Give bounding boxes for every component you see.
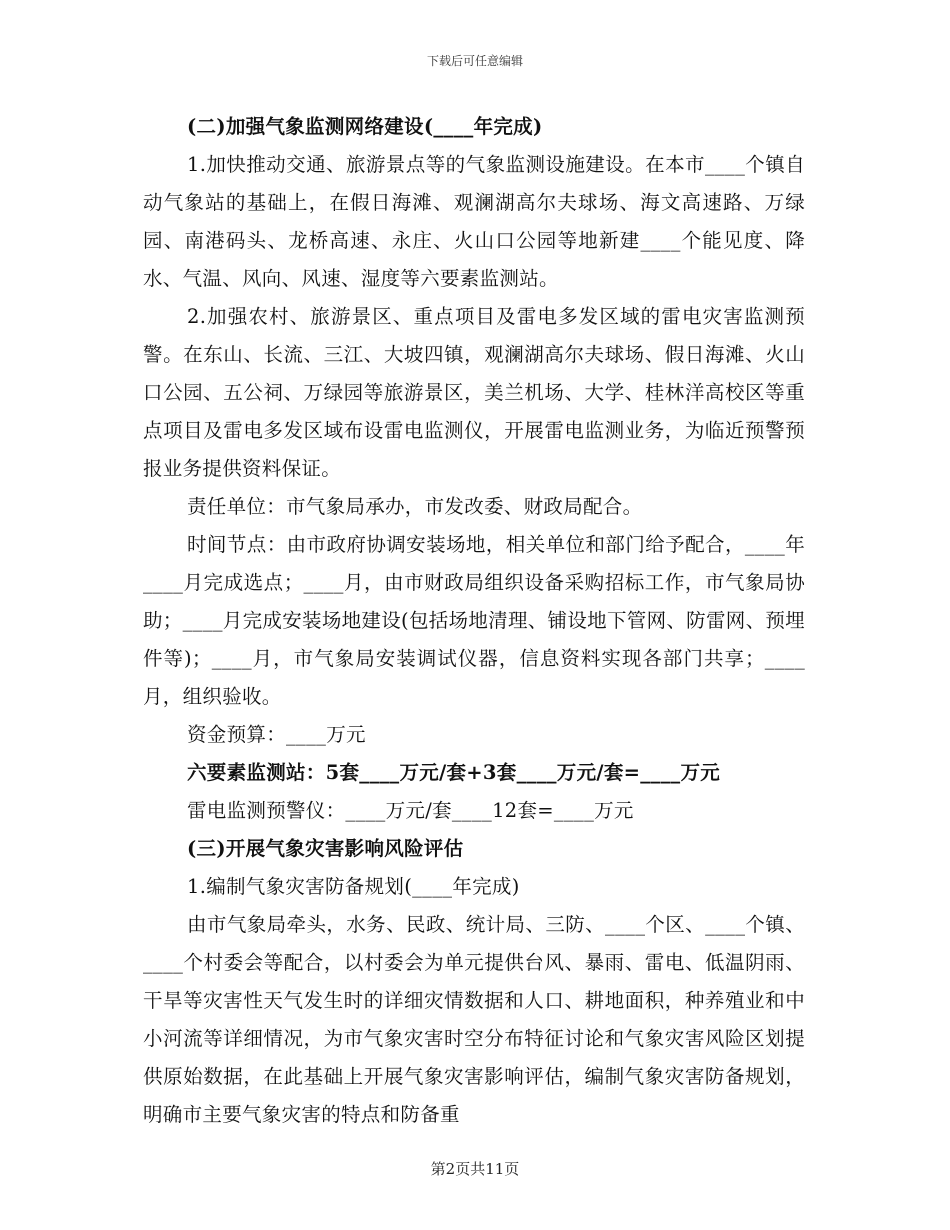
page-header: 下载后可任意编辑 [426,54,523,68]
paragraph-lightning-monitors: 雷电监测预警仪：____万元/套____12套=____万元 [187,799,634,822]
paragraph-item-2: 2.加强农村、旅游景区、重点项目及雷电多发区域的雷电灾害监测预警。在东山、长流、三江、大坡四镇，观澜湖高尔夫球场、假日海滩、火山口公园、五公祠、万绿园等旅游景区，美兰机场、大学、桂林洋高校区等重点项目及雷电多发区域布设雷电监测仪，开展雷电监测业务，为临近预警预报业务提供资料保证。 [143,305,805,480]
page-footer: 第2页共11页 [430,1160,520,1178]
document-body [143,108,805,1134]
paragraph-budget: 资金预算：____万元 [187,723,366,746]
paragraph-plan-body: 由市气象局牵头，水务、民政、统计局、三防、____个区、____个镇、____个村委会等配合，以村委会为单元提供台风、暴雨、雷电、低温阴雨、干旱等灾害性天气发生时的详细灾情数据和人口、耕地面积，种养殖业和中小河流等详细情况，为市气象灾害时空分布特征讨论和气象灾害风险区划提供原始数据，在此基础上开展气象灾害影响评估，编制气象灾害防备规划，明确市主要气象灾害的特点和防备重 [143,913,805,1126]
paragraph-six-element-stations: 六要素监测站：5套____万元/套+3套____万元/套=____万元 [187,761,721,784]
section-heading-network: (二)加强气象监测网络建设(____年完成) [187,115,543,138]
section-heading-risk-assessment: (三)开展气象灾害影响风险评估 [187,837,464,860]
paragraph-responsible-unit: 责任单位：市气象局承办，市发改委、财政局配合。 [187,495,643,518]
paragraph-item-1: 1.加快推动交通、旅游景点等的气象监测设施建设。在本市____个镇自动气象站的基础上，在假日海滩、观澜湖高尔夫球场、海文高速路、万绿园、南港码头、龙桥高速、永庄、火山口公园等地新建____个能见度、降水、气温、风向、风速、湿度等六要素监测站。 [143,153,805,290]
paragraph-plan-title: 1.编制气象灾害防备规划(____年完成) [187,875,520,898]
paragraph-timeline: 时间节点：由市政府协调安装场地，相关单位和部门给予配合，____年____月完成选点；____月，由市财政局组织设备采购招标工作，市气象局协助；____月完成安装场地建设(包括场地清理、铺设地下管网、防雷网、预埋件等)；____月，市气象局安装调试仪器，信息资料实现各部门共享；____月，组织验收。 [143,533,805,708]
